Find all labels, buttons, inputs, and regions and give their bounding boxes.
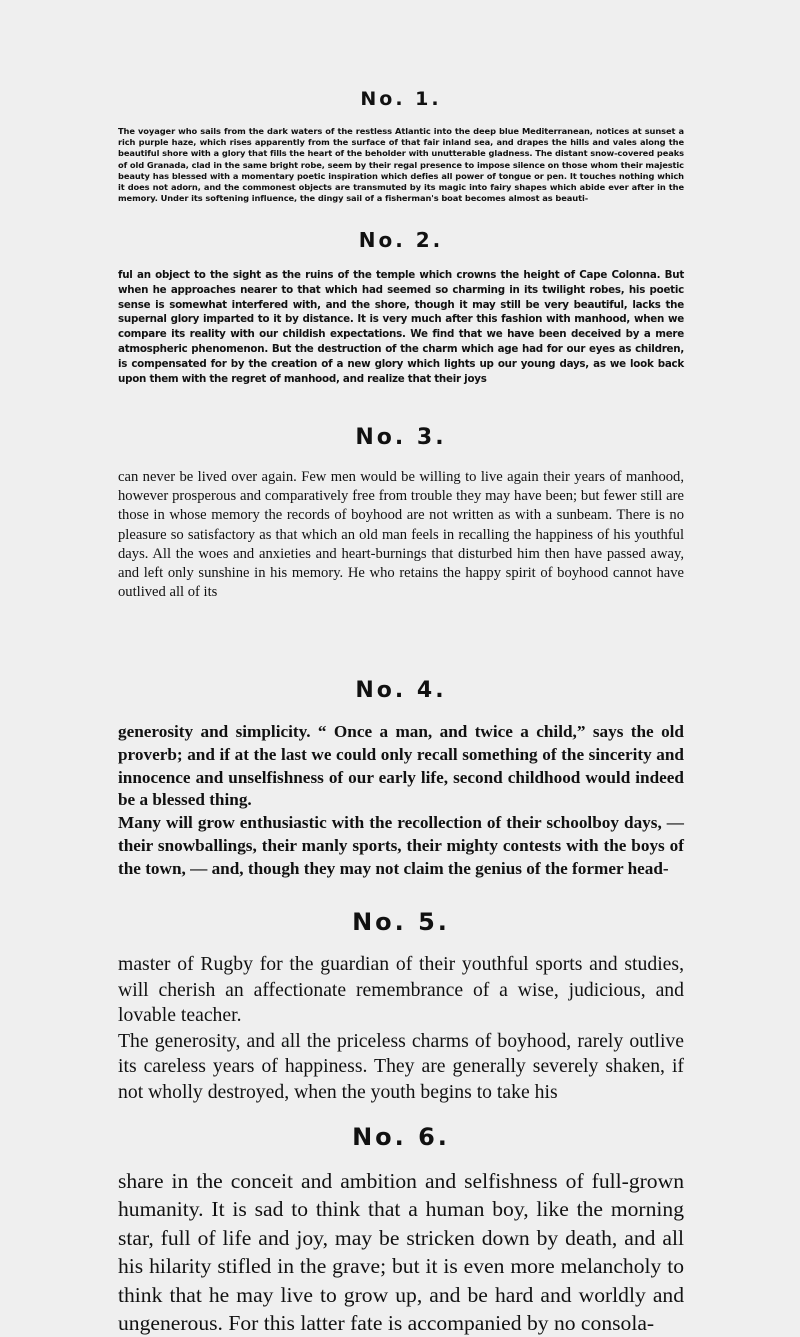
section-body (118, 126, 684, 204)
section-heading: No. 6. (352, 1123, 450, 1151)
section-body (118, 1167, 684, 1337)
section-heading: No. 5. (352, 908, 450, 936)
section-heading: No. 1. (360, 88, 442, 110)
section-no-5 (118, 908, 684, 1106)
section-no-2 (118, 228, 684, 386)
paragraph: master of Rugby for the guardian of their youthful sports and studies, will cherish an affectionate remembrance of a wise, judicious, and lovable teacher. (118, 953, 684, 1027)
section-body (118, 952, 684, 1106)
paragraph: share in the conceit and ambition and selfishness of full-grown humanity. It is sad to think that a human boy, like the morning star, full of life and joy, may be stricken down by death, and all his hilarity stifled in the grave; but it is even more melancholy to think that he may live to grow up, and be hard and worldly and ungenerous. For this latter fate is accompanied by no consola- (118, 1169, 684, 1336)
section-heading: No. 3. (355, 425, 447, 450)
section-body (118, 268, 684, 386)
section-body (118, 468, 684, 602)
section-no-1 (118, 88, 684, 204)
paragraph: can never be lived over again. Few men would be willing to live again their years of manhood, however prosperous and comparatively free from trouble they may have been; but fewer still are those in whose memory the records of boyhood are not written as with a sunbeam. There is no pleasure so satisfactory as that which an old man feels in recalling the happiness of his youthful days. All the woes and anxieties and heart-burnings that disturbed him then have passed away, and left only sunshine in his memory. He who retains the happy spirit of boyhood cannot have outlived all of its (118, 469, 684, 601)
paragraph: The voyager who sails from the dark waters of the restless Atlantic into the deep blue Mediterranean, notices at sunset a rich purple haze, which rises apparently from the surface of that fair inland sea, and drapes the hills and vales along the beautiful shore with a glory that fills the heart of the beholder with unutterable gladness. The distant snow-covered peaks of old Granada, clad in the same bright robe, seem by their regal presence to impose silence on those whom their majestic beauty has blessed with a momentary poetic inspiration which defies all power of tongue or pen. It touches nothing which it does not adorn, and the commonest objects are transmuted by its magic into fairy shapes which abide ever after in the memory. Under its softening influence, the dingy sail of a fisherman's boat becomes almost as beauti- (118, 126, 684, 204)
paragraph: ful an object to the sight as the ruins of the temple which crowns the height of Cape Colonna. But when he approaches nearer to that which had seemed so charming in its twilight robes, his poetic sense is somewhat interfered with, and the shore, though it may still be very beautiful, lacks the supernal glory imparted to it by distance. It is very much after this fashion with manhood, when we compare its reality with our childish expectations. We find that we have been deceived by a mere atmospheric phenomenon. But the destruction of the charm which age had for our eyes as children, is compensated for by the creation of a new glory which lights up our young days, as we look back upon them with the regret of manhood, and realize that their joys (118, 269, 684, 385)
section-heading: No. 2. (358, 228, 444, 252)
paragraph: generosity and simplicity. “ Once a man, and twice a child,” says the old proverb; and if at the last we could only recall something of the sincerity and innocence and unselfishness of our early life, second childhood would indeed be a blessed thing. (118, 722, 684, 810)
section-no-3 (118, 425, 684, 602)
paragraph: Many will grow enthusiastic with the recollection of their schoolboy days, — their snowballings, their manly sports, their mighty contests with the boys of the town, — and, though they may not claim the genius of the former head- (118, 813, 684, 878)
section-no-4 (118, 678, 684, 881)
section-heading: No. 4. (355, 678, 447, 703)
paragraph: The generosity, and all the priceless charms of boyhood, rarely outlive its careless years of happiness. They are generally severely shaken, if not wholly destroyed, when the youth begins to take his (118, 1029, 684, 1103)
section-body (118, 721, 684, 881)
section-no-6 (118, 1123, 684, 1337)
